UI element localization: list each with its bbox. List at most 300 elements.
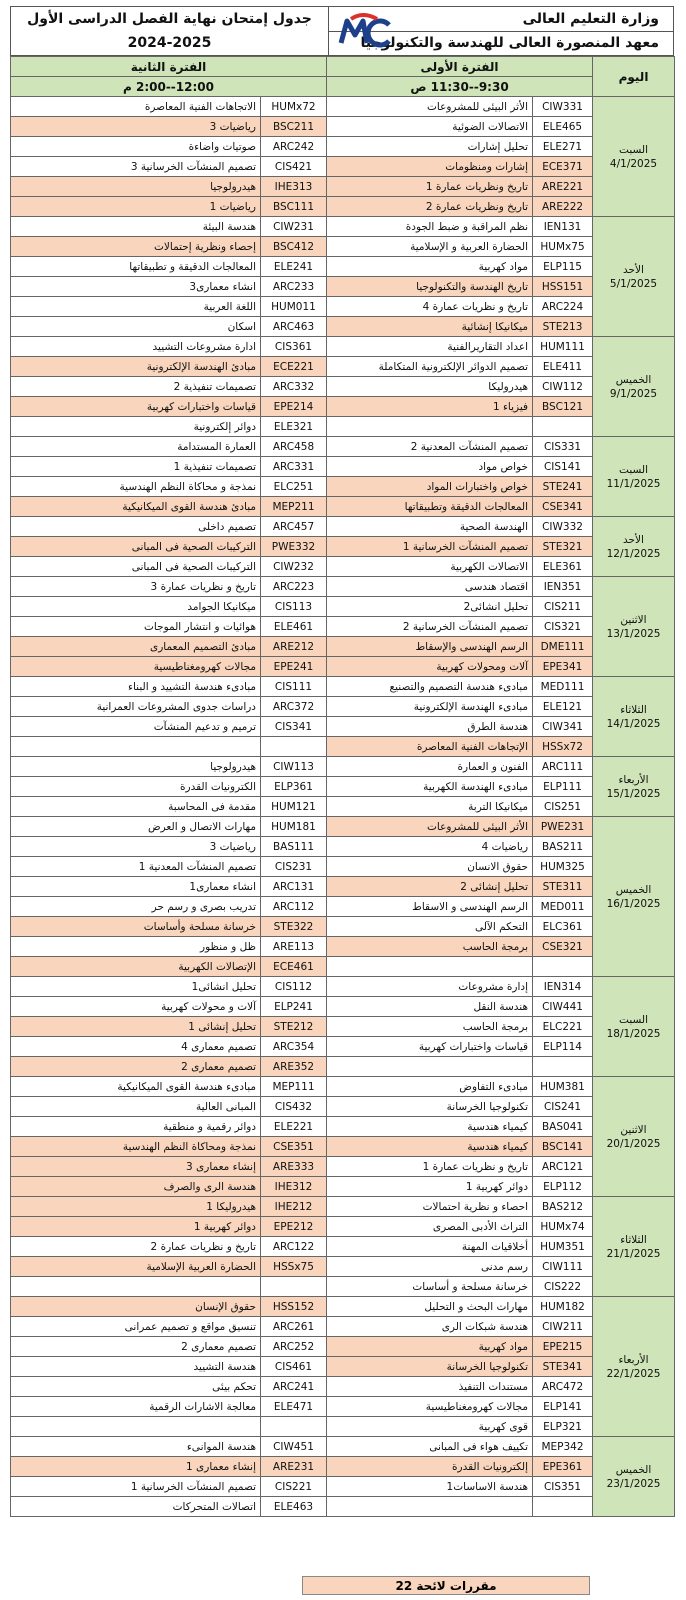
period2-course-name: مقدمة فى المحاسبة <box>11 797 261 817</box>
day-name: الخميس <box>615 373 652 386</box>
period1-course-name: برمجة الحاسب <box>327 1017 533 1037</box>
period2-course-name: الكترونيات القدرة <box>11 777 261 797</box>
period1-course-name: مجالات كهرومغناطيسية <box>327 1397 533 1417</box>
period2-course-code <box>261 1417 327 1437</box>
period1-course-code: ELE465 <box>533 117 593 137</box>
period1-course-name: تحليل إنشائى 2 <box>327 877 533 897</box>
table-row <box>11 1357 675 1377</box>
day-date: 14/1/2025 <box>606 717 661 730</box>
period2-course-name: تدريب بصرى و رسم حر <box>11 897 261 917</box>
period2-course-name: انشاء معمارى1 <box>11 877 261 897</box>
day-date: 13/1/2025 <box>606 627 661 640</box>
period2-course-name: ترميم و تدعيم المنشآت <box>11 717 261 737</box>
day-cell <box>593 1077 675 1197</box>
period1-course-code: ELE121 <box>533 697 593 717</box>
table-row <box>11 1437 675 1457</box>
period2-course-name: تنسيق مواقع و تصميم عمرانى <box>11 1317 261 1337</box>
period2-course-name: هيدروليكا 1 <box>11 1197 261 1217</box>
period2-course-code: ELE471 <box>261 1397 327 1417</box>
period1-course-name: مواد كهربية <box>327 257 533 277</box>
table-row <box>11 1397 675 1417</box>
period1-course-name: الاتصالات الكهربية <box>327 557 533 577</box>
period2-course-code: HUM121 <box>261 797 327 817</box>
table-row <box>11 377 675 397</box>
period1-course-name: رياضيات 4 <box>327 837 533 857</box>
period1-course-code: CIW341 <box>533 717 593 737</box>
period1-course-name: حقوق الانسان <box>327 857 533 877</box>
period1-course-code: HUMx74 <box>533 1217 593 1237</box>
period1-course-name: قياسات واختبارات كهربية <box>327 1037 533 1057</box>
institute-logo-icon <box>337 13 393 49</box>
period1-course-code: HUM111 <box>533 337 593 357</box>
regulation-note: مقررات لائحة 22 <box>302 1576 590 1595</box>
table-row <box>11 1157 675 1177</box>
period2-course-name: إنشاء معمارى 3 <box>11 1157 261 1177</box>
period2-course-name: هوائيات و انتشار الموجات <box>11 617 261 637</box>
period2-course-name: نمذجة ومحاكاة النظم الهندسية <box>11 1137 261 1157</box>
table-row <box>11 277 675 297</box>
period2-course-name: تاريخ و نظريات عمارة 3 <box>11 577 261 597</box>
day-date: 20/1/2025 <box>606 1137 661 1150</box>
table-row <box>11 157 675 177</box>
period2-course-name: إحصاء ونظرية إحتمالات <box>11 237 261 257</box>
table-row <box>11 897 675 917</box>
table-row <box>11 1257 675 1277</box>
period2-course-name: مجالات كهرومغناطيسية <box>11 657 261 677</box>
period2-course-code: ELE461 <box>261 617 327 637</box>
table-row <box>11 1217 675 1237</box>
table-row <box>11 637 675 657</box>
period2-course-code: CIS113 <box>261 597 327 617</box>
period2-course-name: هندسة البيئة <box>11 217 261 237</box>
period1-course-code: ELE361 <box>533 557 593 577</box>
period1-course-code: HUM182 <box>533 1297 593 1317</box>
period2-course-name: هيدرولوجيا <box>11 177 261 197</box>
table-row <box>11 417 675 437</box>
schedule-table <box>10 56 675 1517</box>
day-date: 15/1/2025 <box>606 787 661 800</box>
period1-course-code: MED111 <box>533 677 593 697</box>
table-header-row <box>11 57 675 77</box>
period1-course-name: ميكانيكا إنشائية <box>327 317 533 337</box>
period1-course-name <box>327 417 533 437</box>
period1-course-code: BAS212 <box>533 1197 593 1217</box>
period2-course-code: ARE231 <box>261 1457 327 1477</box>
day-date: 21/1/2025 <box>606 1247 661 1260</box>
period1-course-code: ARE222 <box>533 197 593 217</box>
period2-course-code: EPE212 <box>261 1217 327 1237</box>
period2-course-code: CSE351 <box>261 1137 327 1157</box>
day-cell <box>593 97 675 217</box>
period2-course-name: المبانى العالية <box>11 1097 261 1117</box>
day-cell <box>593 817 675 977</box>
day-name: الخميس <box>615 883 652 896</box>
period1-course-code: ELP115 <box>533 257 593 277</box>
period1-course-code: MEP342 <box>533 1437 593 1457</box>
table-row <box>11 977 675 997</box>
period1-course-code: ELE411 <box>533 357 593 377</box>
period1-course-name: هيدروليكا <box>327 377 533 397</box>
table-row <box>11 1177 675 1197</box>
period1-course-code: CIS241 <box>533 1097 593 1117</box>
period1-course-name: الحضارة العربية و الإسلامية <box>327 237 533 257</box>
period1-course-name: إدارة مشروعات <box>327 977 533 997</box>
period1-course-code: CIW332 <box>533 517 593 537</box>
period1-course-name: التراث الأدبى المصرى <box>327 1217 533 1237</box>
period2-course-code: ELC251 <box>261 477 327 497</box>
table-row <box>11 497 675 517</box>
period1-course-name: الرسم الهندسى والإسقاط <box>327 637 533 657</box>
period1-course-code: DME111 <box>533 637 593 657</box>
period2-course-name: المعالجات الدقيقة و تطبيقاتها <box>11 257 261 277</box>
period1-course-name: تاريخ ونظريات عمارة 1 <box>327 177 533 197</box>
period1-course-code: STE341 <box>533 1357 593 1377</box>
period1-course-name: هندسة النقل <box>327 997 533 1017</box>
table-row <box>11 1337 675 1357</box>
period1-course-code: ARC224 <box>533 297 593 317</box>
period1-course-code: ELC221 <box>533 1017 593 1037</box>
period1-course-code: CIS351 <box>533 1477 593 1497</box>
period2-course-name: تصميم معمارى 2 <box>11 1057 261 1077</box>
period2-course-name: تاريخ و نظريات عمارة 2 <box>11 1237 261 1257</box>
period1-course-code: ELC361 <box>533 917 593 937</box>
period1-course-code <box>533 957 593 977</box>
period2-course-code: ELE221 <box>261 1117 327 1137</box>
table-row <box>11 1417 675 1437</box>
period2-course-code: MEP111 <box>261 1077 327 1097</box>
table-row <box>11 477 675 497</box>
period2-course-name: تصميم داخلى <box>11 517 261 537</box>
period2-course-code: CIW451 <box>261 1437 327 1457</box>
period1-course-code: HUM351 <box>533 1237 593 1257</box>
period1-course-code: STE321 <box>533 537 593 557</box>
period1-course-name: تكنولوجيا الخرسانة <box>327 1097 533 1117</box>
period1-course-code: ELP112 <box>533 1177 593 1197</box>
period2-course-name: العمارة المستدامة <box>11 437 261 457</box>
period1-course-name: فيزياء 1 <box>327 397 533 417</box>
period2-course-name: نمذجة و محاكاة النظم الهندسية <box>11 477 261 497</box>
table-row <box>11 337 675 357</box>
period1-course-name: المعالجات الدقيقة وتطبيقاتها <box>327 497 533 517</box>
period1-course-code: CIS321 <box>533 617 593 637</box>
period2-course-code: ARE352 <box>261 1057 327 1077</box>
day-cell <box>593 1437 675 1517</box>
table-row <box>11 957 675 977</box>
period2-course-code: IHE212 <box>261 1197 327 1217</box>
period2-course-code: ARC332 <box>261 377 327 397</box>
table-row <box>11 1017 675 1037</box>
period2-course-name: مبادئ الهندسة الإلكترونية <box>11 357 261 377</box>
period2-course-name: مبادىء هندسة التشييد و البناء <box>11 677 261 697</box>
period1-course-name: نظم المراقبة و ضبط الجودة <box>327 217 533 237</box>
period1-course-name: تاريخ و نظريات عمارة 1 <box>327 1157 533 1177</box>
period1-course-name: تاريخ الهندسة والتكنولوجيا <box>327 277 533 297</box>
period2-course-name: مبادئ التصميم المعمارى <box>11 637 261 657</box>
day-date: 18/1/2025 <box>606 1027 661 1040</box>
period1-course-code: BAS041 <box>533 1117 593 1137</box>
period1-course-name: كيمياء هندسية <box>327 1117 533 1137</box>
period2-course-code: ARC354 <box>261 1037 327 1057</box>
day-cell <box>593 337 675 437</box>
period1-course-name: مبادىء الهندسة الكهربية <box>327 777 533 797</box>
period1-course-code: ECE371 <box>533 157 593 177</box>
period1-course-code: BSC121 <box>533 397 593 417</box>
period2-course-code: STE212 <box>261 1017 327 1037</box>
period1-course-code: CIS211 <box>533 597 593 617</box>
period1-course-name: اعداد التقاريرالفنية <box>327 337 533 357</box>
period1-course-name: كيمياء هندسية <box>327 1137 533 1157</box>
period1-course-name: مبادىء الهندسة الإلكترونية <box>327 697 533 717</box>
period2-course-name: تصميم معمارى 4 <box>11 1037 261 1057</box>
table-row <box>11 817 675 837</box>
day-name: السبت <box>619 1013 648 1026</box>
period1-course-name: إشارات ومنظومات <box>327 157 533 177</box>
period1-course-name: دوائر كهربية 1 <box>327 1177 533 1197</box>
period1-course-code: ARC121 <box>533 1157 593 1177</box>
table-row <box>11 137 675 157</box>
period1-course-code: CIW112 <box>533 377 593 397</box>
table-row <box>11 837 675 857</box>
period2-course-code: ARC457 <box>261 517 327 537</box>
period2-course-name: حقوق الإنسان <box>11 1297 261 1317</box>
table-row <box>11 797 675 817</box>
day-cell <box>593 217 675 337</box>
period1-course-code: CIS222 <box>533 1277 593 1297</box>
day-name: الخميس <box>615 1463 652 1476</box>
day-cell <box>593 517 675 577</box>
table-row <box>11 937 675 957</box>
period1-course-name: الهندسة الصحية <box>327 517 533 537</box>
period1-course-code: IEN351 <box>533 577 593 597</box>
period1-course-code: BAS211 <box>533 837 593 857</box>
table-row <box>11 177 675 197</box>
period2-time: 12:00--2:00 م <box>11 77 327 97</box>
title-box <box>10 6 328 56</box>
period1-course-name: مهارات البحث و التحليل <box>327 1297 533 1317</box>
period1-course-name: خواص واختبارات المواد <box>327 477 533 497</box>
period2-course-code: ARC233 <box>261 277 327 297</box>
period2-course-code: ELE463 <box>261 1497 327 1517</box>
period2-course-name: مبادىء هندسة القوى الميكانيكية <box>11 1077 261 1097</box>
day-cell <box>593 677 675 757</box>
day-name: الاثنين <box>620 1123 647 1136</box>
period2-course-code: ELP241 <box>261 997 327 1017</box>
period1-course-name: هندسة شبكات الرى <box>327 1317 533 1337</box>
day-column-header: اليوم <box>593 57 675 97</box>
period1-course-code: CIS141 <box>533 457 593 477</box>
period2-course-code: ARC241 <box>261 1377 327 1397</box>
period2-course-code: ARE113 <box>261 937 327 957</box>
period2-course-name: رياضيات 3 <box>11 117 261 137</box>
day-name: الاثنين <box>620 613 647 626</box>
period1-course-name: رسم مدنى <box>327 1257 533 1277</box>
table-row <box>11 1077 675 1097</box>
period1-course-code: EPE361 <box>533 1457 593 1477</box>
period1-course-name: مواد كهربية <box>327 1337 533 1357</box>
period1-course-code: EPE341 <box>533 657 593 677</box>
period1-course-code: CIW441 <box>533 997 593 1017</box>
period2-course-code: EPE214 <box>261 397 327 417</box>
period2-course-name: تصميم المنشآت المعدنية 1 <box>11 857 261 877</box>
period1-course-code: ARC472 <box>533 1377 593 1397</box>
academic-year: 2024-2025 <box>127 35 212 51</box>
period2-course-name: صوتيات واضاءة <box>11 137 261 157</box>
period2-course-code: EPE241 <box>261 657 327 677</box>
period2-course-code: ARC122 <box>261 1237 327 1257</box>
table-row <box>11 677 675 697</box>
period1-course-name: الأثر البيئى للمشروعات <box>327 97 533 117</box>
period2-course-code: ARC131 <box>261 877 327 897</box>
table-row <box>11 557 675 577</box>
table-row <box>11 1097 675 1117</box>
table-row <box>11 237 675 257</box>
schedule-title: جدول إمتحان نهاية الفصل الدراسى الأول <box>27 11 312 27</box>
day-date: 9/1/2025 <box>609 387 658 400</box>
period1-course-code: EPE215 <box>533 1337 593 1357</box>
period2-course-code: PWE332 <box>261 537 327 557</box>
period2-course-code: ECE461 <box>261 957 327 977</box>
day-name: الأربعاء <box>618 773 649 786</box>
period1-course-name: تصميم المنشآت الخرسانية 2 <box>327 617 533 637</box>
period2-course-name: دراسات جدوى المشروعات العمرانية <box>11 697 261 717</box>
table-row <box>11 737 675 757</box>
period1-course-code: MED011 <box>533 897 593 917</box>
period1-course-name: أخلاقيات المهنة <box>327 1237 533 1257</box>
day-date: 23/1/2025 <box>606 1477 661 1490</box>
period2-course-name: هندسة التشييد <box>11 1357 261 1377</box>
period2-course-name: اللغة العربية <box>11 297 261 317</box>
table-row <box>11 577 675 597</box>
table-row <box>11 1057 675 1077</box>
period2-course-code: ARC112 <box>261 897 327 917</box>
table-row <box>11 217 675 237</box>
period1-course-code: ELP114 <box>533 1037 593 1057</box>
period1-header: الفترة الأولى <box>327 57 593 77</box>
period2-course-code: CIS432 <box>261 1097 327 1117</box>
day-cell <box>593 1297 675 1437</box>
table-row <box>11 257 675 277</box>
table-row <box>11 1317 675 1337</box>
period1-course-name: مستندات التنفيذ <box>327 1377 533 1397</box>
period2-course-name: اتصالات المتحركات <box>11 1497 261 1517</box>
table-row <box>11 1457 675 1477</box>
period1-course-code: STE213 <box>533 317 593 337</box>
period2-course-code: CIS461 <box>261 1357 327 1377</box>
table-row <box>11 617 675 637</box>
day-cell <box>593 1197 675 1297</box>
table-row <box>11 1117 675 1137</box>
period2-course-name: ظل و منظور <box>11 937 261 957</box>
period2-course-name: آلات و محولات كهربية <box>11 997 261 1017</box>
table-row <box>11 757 675 777</box>
table-row <box>11 877 675 897</box>
period2-course-code: IHE312 <box>261 1177 327 1197</box>
period2-course-name: قياسات واختبارات كهربية <box>11 397 261 417</box>
table-row <box>11 1277 675 1297</box>
period1-course-code: ARE221 <box>533 177 593 197</box>
period1-course-code: HUM381 <box>533 1077 593 1097</box>
period2-course-code: ARC372 <box>261 697 327 717</box>
period1-course-name: تصميم المنشآت الخرسانية 1 <box>327 537 533 557</box>
period2-course-name: ميكانيكا الجوامد <box>11 597 261 617</box>
table-row <box>11 117 675 137</box>
period1-course-code: CSE321 <box>533 937 593 957</box>
period1-course-name: تصميم الدوائر الإلكترونية المتكاملة <box>327 357 533 377</box>
period1-course-name <box>327 957 533 977</box>
table-row <box>11 397 675 417</box>
table-row <box>11 1377 675 1397</box>
period2-course-code: HUMx72 <box>261 97 327 117</box>
period2-course-code: HUM011 <box>261 297 327 317</box>
period1-course-name: الرسم الهندسى و الاسقاط <box>327 897 533 917</box>
table-row <box>11 1477 675 1497</box>
day-name: الأحد <box>623 263 644 276</box>
period2-course-code: ARC463 <box>261 317 327 337</box>
period2-course-code: IHE313 <box>261 177 327 197</box>
table-row <box>11 437 675 457</box>
period2-course-code: BSC211 <box>261 117 327 137</box>
period1-course-code: CIW331 <box>533 97 593 117</box>
period2-course-code <box>261 737 327 757</box>
period1-course-code: ELP111 <box>533 777 593 797</box>
period1-course-code: CIS251 <box>533 797 593 817</box>
table-row <box>11 917 675 937</box>
period1-course-code: HSS151 <box>533 277 593 297</box>
period1-course-name: تصميم المنشآت المعدنية 2 <box>327 437 533 457</box>
period2-course-code: MEP211 <box>261 497 327 517</box>
period2-course-code: STE322 <box>261 917 327 937</box>
period2-course-name: اسكان <box>11 317 261 337</box>
period2-course-code: CIS112 <box>261 977 327 997</box>
period2-course-name: رياضيات 3 <box>11 837 261 857</box>
table-row <box>11 597 675 617</box>
day-cell <box>593 757 675 817</box>
day-name: الثلاثاء <box>620 1233 647 1246</box>
period1-course-name <box>327 1497 533 1517</box>
day-cell <box>593 437 675 517</box>
period2-course-name <box>11 1277 261 1297</box>
day-name: الثلاثاء <box>620 703 647 716</box>
period1-course-name: ميكانيكا التربة <box>327 797 533 817</box>
day-date: 16/1/2025 <box>606 897 661 910</box>
table-row <box>11 697 675 717</box>
period2-course-code: ARC252 <box>261 1337 327 1357</box>
period2-course-name: الإتصالات الكهربية <box>11 957 261 977</box>
period1-course-code: CIS331 <box>533 437 593 457</box>
day-date: 22/1/2025 <box>606 1367 661 1380</box>
period1-course-name: الأثر البيئى للمشروعات <box>327 817 533 837</box>
period2-course-name: رياضيات 1 <box>11 197 261 217</box>
day-date: 11/1/2025 <box>606 477 661 490</box>
period1-course-name: تكنولوجيا الخرسانة <box>327 1357 533 1377</box>
period2-course-code: BSC412 <box>261 237 327 257</box>
period2-course-code: ELP361 <box>261 777 327 797</box>
period2-course-code: HSS152 <box>261 1297 327 1317</box>
period2-course-name: دوائر إلكترونية <box>11 417 261 437</box>
period2-course-name: الحضارة العربية الإسلامية <box>11 1257 261 1277</box>
period2-course-name: دوائر كهربية 1 <box>11 1217 261 1237</box>
period1-course-code <box>533 417 593 437</box>
table-row <box>11 297 675 317</box>
period2-course-name: الاتجاهات الفنية المعاصرة <box>11 97 261 117</box>
period1-course-name: آلات ومحولات كهربية <box>327 657 533 677</box>
period2-course-code: ARE333 <box>261 1157 327 1177</box>
period2-course-name: ادارة مشروعات التشييد <box>11 337 261 357</box>
table-row <box>11 517 675 537</box>
day-cell <box>593 577 675 677</box>
period2-course-code: ARE212 <box>261 637 327 657</box>
table-time-row <box>11 77 675 97</box>
